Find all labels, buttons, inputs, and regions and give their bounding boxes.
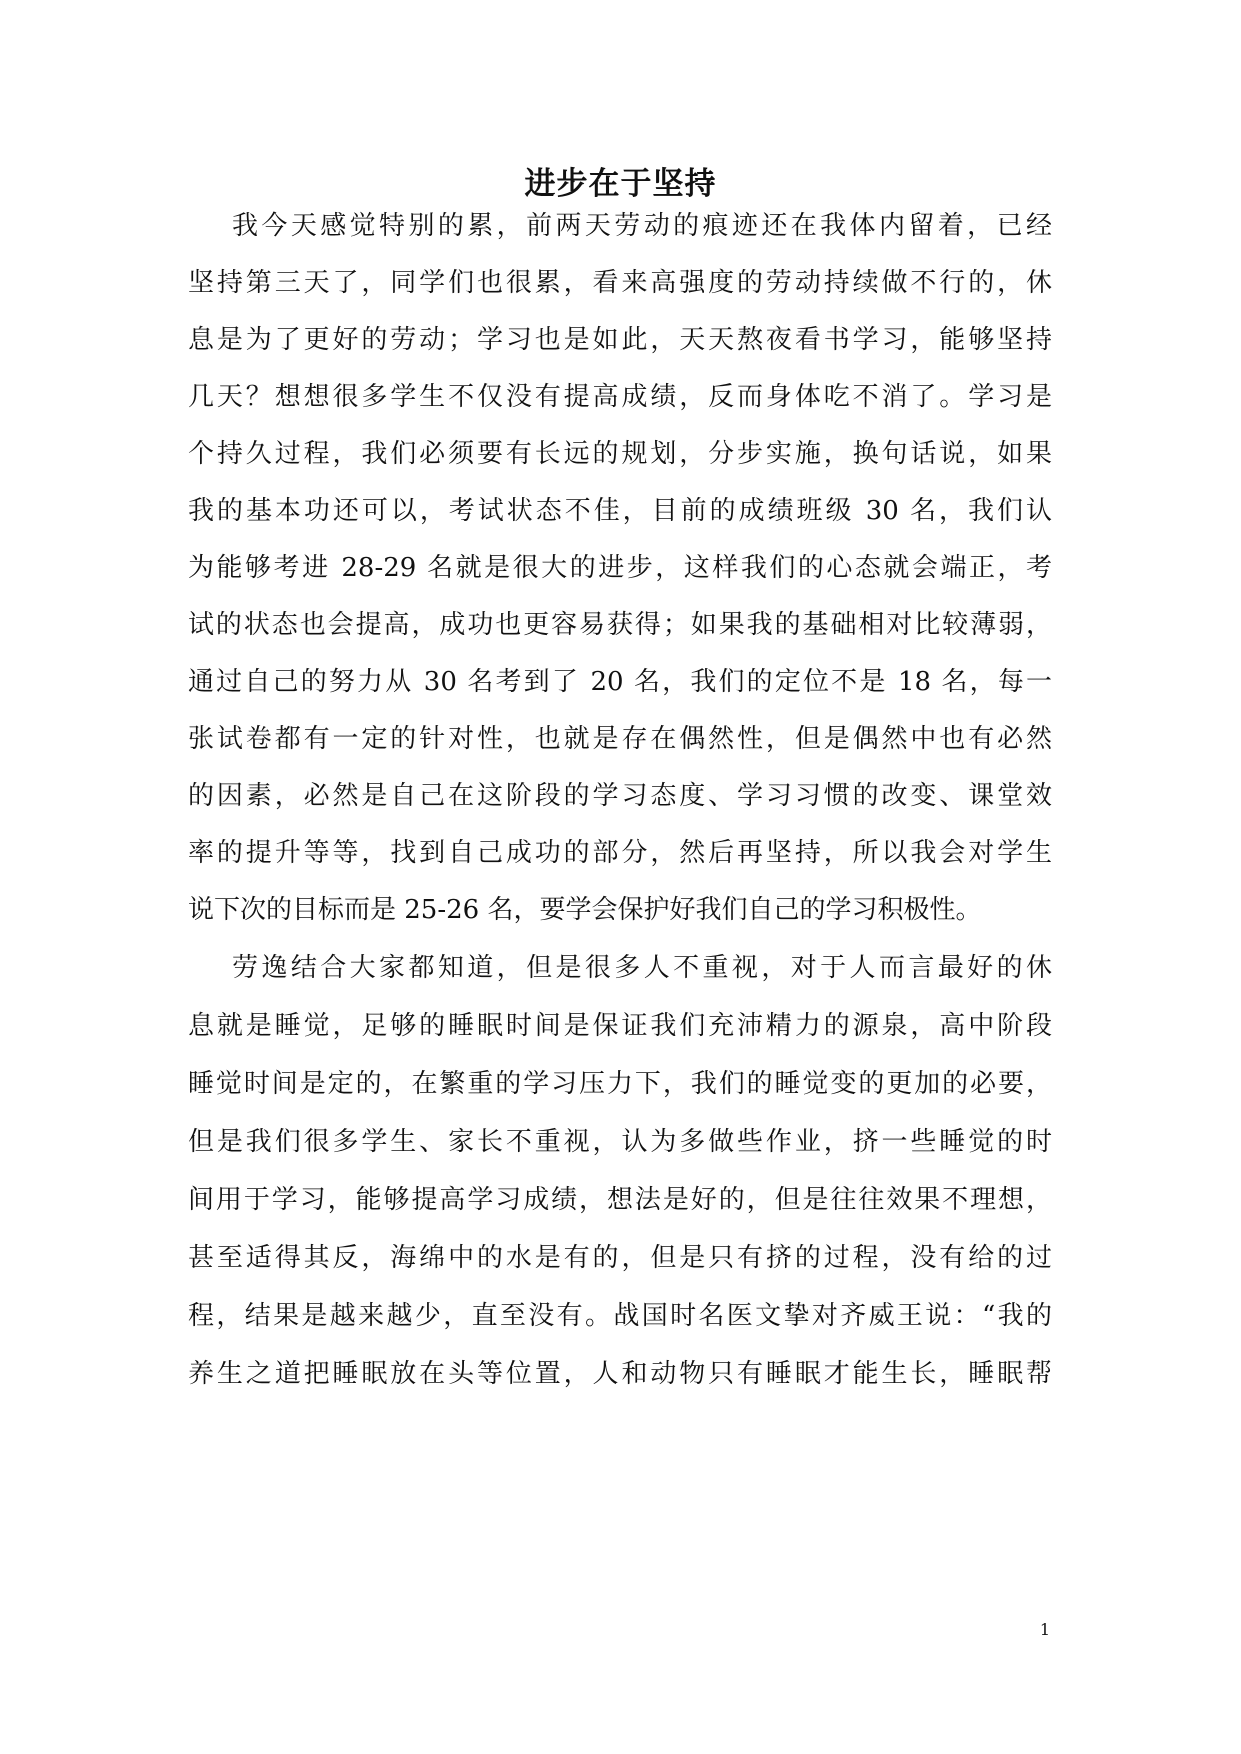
paragraph-line: 我今天感觉特别的累，前两天劳动的痕迹还在我体内留着，已经 (232, 211, 1052, 241)
paragraph-line: 率的提升等等，找到自己成功的部分，然后再坚持，所以我会对学生 (188, 838, 1052, 868)
paragraph-line: 息就是睡觉，足够的睡眠时间是保证我们充沛精力的源泉，高中阶段 (188, 1011, 1052, 1041)
paragraph-line: 养生之道把睡眠放在头等位置，人和动物只有睡眠才能生长，睡眠帮 (188, 1359, 1052, 1389)
paragraph-line: 我的基本功还可以，考试状态不佳，目前的成绩班级 30 名，我们认 (188, 496, 1052, 526)
paragraph-line: 息是为了更好的劳动；学习也是如此，天天熬夜看书学习，能够坚持 (188, 325, 1052, 355)
paragraph-line: 为能够考进 28-29 名就是很大的进步，这样我们的心态就会端正，考 (188, 553, 1052, 583)
paragraph-line: 间用于学习，能够提高学习成绩，想法是好的，但是往往效果不理想， (188, 1185, 1052, 1215)
paragraph-line: 程，结果是越来越少，直至没有。战国时名医文挚对齐威王说：“我的 (188, 1301, 1052, 1331)
paragraph-line: 睡觉时间是定的，在繁重的学习压力下，我们的睡觉变的更加的必要， (188, 1069, 1052, 1099)
paragraph-line: 坚持第三天了，同学们也很累，看来高强度的劳动持续做不行的，休 (188, 268, 1052, 298)
paragraph-line: 甚至适得其反，海绵中的水是有的，但是只有挤的过程，没有给的过 (188, 1243, 1052, 1273)
paragraph-line: 张试卷都有一定的针对性，也就是存在偶然性，但是偶然中也有必然 (188, 724, 1052, 754)
page-number: 1 (1039, 1620, 1051, 1639)
paragraph-line: 几天？想想很多学生不仅没有提高成绩，反而身体吃不消了。学习是 (188, 382, 1052, 412)
paragraph-line: 劳逸结合大家都知道，但是很多人不重视，对于人而言最好的休 (232, 953, 1052, 983)
paragraph-line: 通过自己的努力从 30 名考到了 20 名，我们的定位不是 18 名，每一 (188, 667, 1052, 697)
paragraph-line: 但是我们很多学生、家长不重视，认为多做些作业，挤一些睡觉的时 (188, 1127, 1052, 1157)
paragraph-line: 个持久过程，我们必须要有长远的规划，分步实施，换句话说，如果 (188, 439, 1052, 469)
paragraph-line: 说下次的目标而是 25-26 名，要学会保护好我们自己的学习积极性。 (188, 895, 982, 925)
paragraph-line: 试的状态也会提高，成功也更容易获得；如果我的基础相对比较薄弱， (188, 610, 1052, 640)
page-title: 进步在于坚持 (524, 166, 717, 202)
paragraph-line: 的因素，必然是自己在这阶段的学习态度、学习习惯的改变、课堂效 (188, 781, 1052, 811)
